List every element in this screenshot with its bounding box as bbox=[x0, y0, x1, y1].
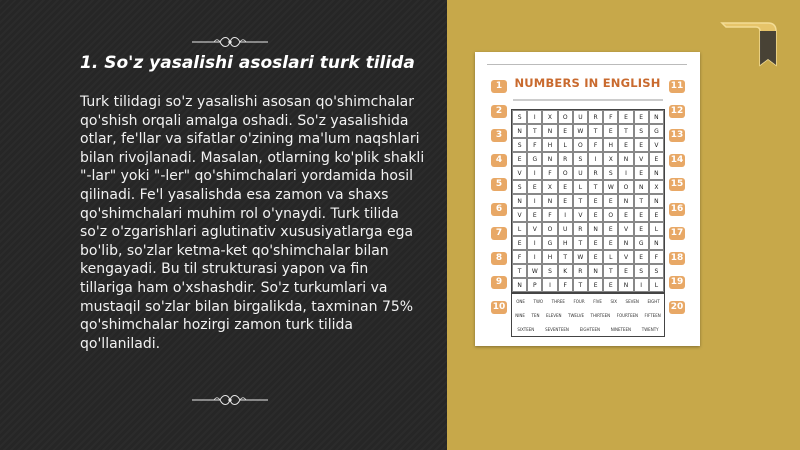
grid-letter: F bbox=[558, 278, 573, 292]
grid-letter: N bbox=[649, 110, 664, 124]
grid-letter: N bbox=[542, 152, 557, 166]
word-bank-item: ELEVEN bbox=[545, 312, 562, 318]
grid-letter: E bbox=[588, 236, 603, 250]
grid-letter: V bbox=[618, 222, 633, 236]
number-badge: 4 bbox=[491, 154, 507, 167]
number-badge: 3 bbox=[491, 129, 507, 142]
grid-letter: F bbox=[527, 138, 542, 152]
grid-letter: T bbox=[588, 124, 603, 138]
number-badge: 7 bbox=[491, 227, 507, 240]
slide-title: 1. So'z yasalishi asoslari turk tilida bbox=[80, 53, 415, 73]
word-bank-row bbox=[512, 322, 664, 336]
grid-letter: S bbox=[512, 180, 527, 194]
grid-letter: O bbox=[618, 180, 633, 194]
grid-letter: R bbox=[573, 222, 588, 236]
word-bank-item: FIFTEEN bbox=[644, 312, 661, 318]
word-bank-item: THREE bbox=[551, 298, 565, 304]
grid-letter: N bbox=[618, 278, 633, 292]
grid-letter: N bbox=[588, 222, 603, 236]
word-bank-item: NINETEEN bbox=[610, 326, 631, 332]
grid-letter: L bbox=[573, 180, 588, 194]
word-bank-item: EIGHTEEN bbox=[579, 326, 600, 332]
word-bank-item: FOURTEEN bbox=[616, 312, 638, 318]
grid-letter: H bbox=[542, 138, 557, 152]
word-bank-item: FIVE bbox=[593, 298, 602, 304]
grid-letter: N bbox=[542, 194, 557, 208]
grid-letter: T bbox=[588, 180, 603, 194]
grid-letter: S bbox=[573, 152, 588, 166]
grid-letter: O bbox=[558, 110, 573, 124]
number-badge: 17 bbox=[670, 228, 684, 238]
grid-letter: E bbox=[588, 208, 603, 222]
number-badge: 14 bbox=[670, 154, 684, 165]
grid-letter: O bbox=[558, 166, 573, 180]
word-bank-item: FOUR bbox=[573, 298, 585, 304]
grid-letter: E bbox=[603, 222, 618, 236]
grid-letter: E bbox=[603, 194, 618, 208]
grid-letter: G bbox=[634, 236, 649, 250]
grid-letter: E bbox=[603, 124, 618, 138]
number-badge: 15 bbox=[670, 179, 684, 189]
grid-letter: E bbox=[588, 194, 603, 208]
grid-letter: I bbox=[558, 208, 573, 222]
grid-letter: N bbox=[649, 236, 664, 250]
grid-letter: N bbox=[618, 236, 633, 250]
number-badge: 10 bbox=[492, 301, 506, 312]
grid-letter: N bbox=[634, 180, 649, 194]
grid-letter: I bbox=[527, 166, 542, 180]
grid-letter: E bbox=[634, 250, 649, 264]
number-badge: 19 bbox=[670, 277, 684, 287]
grid-letter: S bbox=[634, 264, 649, 278]
grid-letter: E bbox=[512, 152, 527, 166]
grid-letter: T bbox=[573, 236, 588, 250]
grid-letter: R bbox=[573, 264, 588, 278]
number-badge: 1 bbox=[491, 80, 507, 93]
grid-letter: T bbox=[603, 264, 618, 278]
grid-letter: T bbox=[527, 124, 542, 138]
word-bank-item: TWENTY bbox=[641, 326, 659, 332]
grid-letter: N bbox=[618, 194, 633, 208]
grid-letter: I bbox=[527, 194, 542, 208]
grid-letter: U bbox=[558, 222, 573, 236]
number-badge: 9 bbox=[491, 276, 507, 289]
grid-letter: G bbox=[542, 236, 557, 250]
grid-letter: E bbox=[634, 138, 649, 152]
grid-letter: X bbox=[603, 152, 618, 166]
number-badge: 20 bbox=[670, 301, 684, 312]
word-bank-item: ONE bbox=[516, 298, 525, 304]
grid-letter: L bbox=[649, 222, 664, 236]
grid-letter: E bbox=[618, 138, 633, 152]
grid-letter: W bbox=[603, 180, 618, 194]
grid-letter: R bbox=[558, 152, 573, 166]
grid-letter: O bbox=[603, 208, 618, 222]
grid-letter: N bbox=[618, 152, 633, 166]
grid-letter: F bbox=[603, 110, 618, 124]
word-bank-item: THIRTEEN bbox=[590, 312, 611, 318]
grid-letter: E bbox=[618, 110, 633, 124]
grid-letter: E bbox=[588, 278, 603, 292]
grid-letter: L bbox=[512, 222, 527, 236]
grid-letter: I bbox=[634, 278, 649, 292]
word-bank-item: SEVEN bbox=[625, 298, 639, 304]
grid-letter: I bbox=[588, 152, 603, 166]
grid-letter: E bbox=[649, 208, 664, 222]
grid-letter: P bbox=[527, 278, 542, 292]
grid-letter: X bbox=[542, 180, 557, 194]
grid-letter: G bbox=[649, 124, 664, 138]
word-bank-row bbox=[512, 308, 664, 322]
grid-letter: E bbox=[634, 110, 649, 124]
grid-letter: H bbox=[558, 236, 573, 250]
number-badge: 2 bbox=[491, 105, 507, 118]
word-bank bbox=[511, 293, 665, 337]
grid-letter: V bbox=[527, 222, 542, 236]
grid-letter: E bbox=[558, 194, 573, 208]
grid-letter: S bbox=[649, 264, 664, 278]
word-bank-item: TWO bbox=[533, 298, 544, 304]
number-badge: 13 bbox=[670, 130, 684, 140]
grid-letter: V bbox=[573, 208, 588, 222]
grid-letter: I bbox=[542, 278, 557, 292]
grid-letter: N bbox=[542, 124, 557, 138]
grid-letter: L bbox=[603, 250, 618, 264]
grid-letter: U bbox=[573, 110, 588, 124]
grid-letter: H bbox=[542, 250, 557, 264]
grid-letter: N bbox=[649, 166, 664, 180]
grid-letter: T bbox=[558, 250, 573, 264]
number-badge: 5 bbox=[491, 178, 507, 191]
grid-letter: T bbox=[573, 194, 588, 208]
grid-letter: E bbox=[558, 180, 573, 194]
number-badge: 11 bbox=[670, 81, 684, 91]
word-bank-row bbox=[512, 294, 664, 308]
grid-letter: E bbox=[603, 236, 618, 250]
grid-letter: H bbox=[603, 138, 618, 152]
worksheet-title: NUMBERS IN ENGLISH bbox=[514, 76, 661, 90]
grid-letter: W bbox=[573, 124, 588, 138]
grid-letter: K bbox=[558, 264, 573, 278]
grid-letter: S bbox=[634, 124, 649, 138]
slide-body-text: Turk tilidagi so'z yasalishi asosan qo'shimchalar qo'shish orqali amalga oshadi. So'z yasalishida otlar, fe'llar va sifatlar o'zining ma'lum naqshlari bilan rivojlanadi. Masalan, otlarning ko'plik shakli "-lar" yoki "-ler" qo'shimchalari yordamida hosil qilinadi. Fe'l yasalishda esa zamon va shaxs qo'shimchalari muhim rol o'ynaydi. Turk tilida so'z o'zgarishlari aglutinativ xususiyatlarga ega bo'lib, so'zlar ketma-ket qo'shimchalar bilan kengayadi. Bu til strukturasi yapon va fin tillariga ham o'xshashdir. So'z turkumlari va mustaqil so'zlar bilan birgalikda, taxminan 75% qo'shimchalar hozirgi zamon turk tilida qo'llaniladi. bbox=[80, 94, 425, 352]
grid-letter: E bbox=[618, 208, 633, 222]
word-bank-item: SIX bbox=[610, 298, 617, 304]
grid-letter: F bbox=[588, 138, 603, 152]
grid-letter: V bbox=[649, 138, 664, 152]
grid-letter: X bbox=[649, 180, 664, 194]
grid-letter: I bbox=[527, 236, 542, 250]
grid-letter: X bbox=[542, 110, 557, 124]
number-badge: 8 bbox=[491, 252, 507, 265]
ornament-divider-top-icon bbox=[190, 34, 270, 50]
number-badge: 16 bbox=[670, 203, 684, 214]
grid-letter: F bbox=[649, 250, 664, 264]
grid-letter: V bbox=[618, 250, 633, 264]
number-badge: 12 bbox=[670, 105, 684, 116]
grid-letter: E bbox=[527, 180, 542, 194]
bookmark-ribbon-icon bbox=[718, 19, 782, 71]
grid-letter: E bbox=[603, 278, 618, 292]
grid-letter: V bbox=[512, 208, 527, 222]
grid-letter: T bbox=[634, 194, 649, 208]
grid-letter: L bbox=[649, 278, 664, 292]
grid-letter: E bbox=[649, 152, 664, 166]
grid-letter: N bbox=[649, 194, 664, 208]
grid-letter: E bbox=[618, 264, 633, 278]
grid-letter: E bbox=[512, 236, 527, 250]
word-bank-item: EIGHT bbox=[647, 298, 660, 304]
word-bank-item: TEN bbox=[531, 312, 540, 318]
grid-letter: R bbox=[588, 110, 603, 124]
grid-letter: E bbox=[634, 222, 649, 236]
grid-letter: O bbox=[573, 138, 588, 152]
worksheet-instructions-line bbox=[513, 99, 663, 101]
grid-letter: E bbox=[558, 124, 573, 138]
grid-letter: S bbox=[512, 138, 527, 152]
grid-letter: S bbox=[512, 110, 527, 124]
grid-letter: E bbox=[527, 208, 542, 222]
grid-letter: N bbox=[512, 278, 527, 292]
grid-letter: E bbox=[588, 250, 603, 264]
grid-letter: N bbox=[588, 264, 603, 278]
grid-letter: R bbox=[588, 166, 603, 180]
grid-letter: U bbox=[573, 166, 588, 180]
grid-letter: O bbox=[542, 222, 557, 236]
grid-letter: F bbox=[512, 250, 527, 264]
grid-letter: I bbox=[527, 110, 542, 124]
grid-letter: E bbox=[634, 166, 649, 180]
number-badge: 18 bbox=[670, 252, 684, 263]
grid-letter: N bbox=[512, 124, 527, 138]
word-bank-item: SIXTEEN bbox=[517, 326, 535, 332]
grid-letter: S bbox=[603, 166, 618, 180]
grid-letter: T bbox=[512, 264, 527, 278]
grid-letter: T bbox=[573, 278, 588, 292]
grid-letter: W bbox=[527, 264, 542, 278]
grid-letter: I bbox=[618, 166, 633, 180]
grid-letter: V bbox=[634, 152, 649, 166]
grid-letter: L bbox=[558, 138, 573, 152]
grid-letter: F bbox=[542, 166, 557, 180]
grid-letter: E bbox=[634, 208, 649, 222]
grid-letter: V bbox=[512, 166, 527, 180]
word-search-grid bbox=[511, 109, 665, 293]
grid-letter: N bbox=[512, 194, 527, 208]
grid-letter: S bbox=[542, 264, 557, 278]
worksheet-name-line bbox=[487, 60, 687, 65]
grid-letter: T bbox=[618, 124, 633, 138]
grid-letter: I bbox=[527, 250, 542, 264]
grid-letter: G bbox=[527, 152, 542, 166]
ornament-divider-bottom-icon bbox=[190, 392, 270, 408]
word-bank-item: NINE bbox=[515, 312, 525, 318]
grid-letter: F bbox=[542, 208, 557, 222]
grid-letter: W bbox=[573, 250, 588, 264]
word-bank-item: SEVENTEEN bbox=[545, 326, 569, 332]
worksheet-image bbox=[475, 52, 700, 346]
word-bank-item: TWELVE bbox=[568, 312, 584, 318]
number-badge: 6 bbox=[491, 203, 507, 216]
